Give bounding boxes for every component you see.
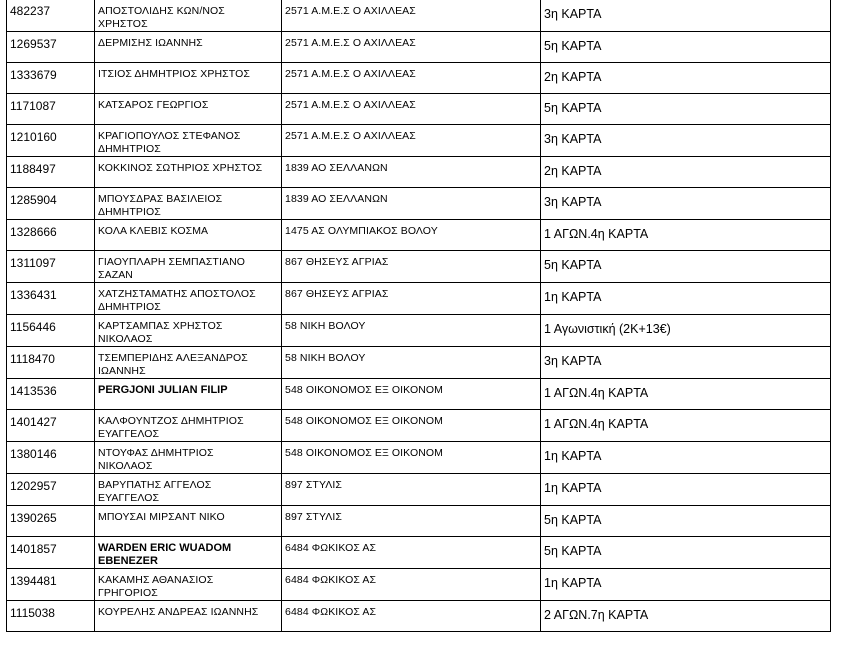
player-name-line-1: ΔΕΡΜΙΣΗΣ ΙΩΑΝΝΗΣ [98, 37, 203, 49]
player-code-cell: 1188497 [7, 157, 95, 188]
player-name-line-1: ΚΡΑΓΙΟΠΟΥΛΟΣ ΣΤΕΦΑΝΟΣ [98, 130, 241, 142]
player-code-cell: 482237 [7, 0, 95, 32]
penalty-cell: 3η ΚΑΡΤΑ [541, 188, 831, 220]
player-name-line-1: ΒΑΡΥΠΑΤΗΣ ΑΓΓΕΛΟΣ [98, 479, 212, 491]
penalty-cell: 1η ΚΑΡΤΑ [541, 569, 831, 601]
player-name-line-2: ΙΩΑΝΝΗΣ [98, 365, 146, 377]
player-name-line-2: ΣΑΖΑΝ [98, 269, 133, 281]
player-code-cell: 1401427 [7, 410, 95, 442]
penalty-cell: 5η ΚΑΡΤΑ [541, 32, 831, 63]
penalties-table [6, 0, 831, 632]
player-code-cell: 1171087 [7, 94, 95, 125]
player-name-line-2: ΕΥΑΓΓΕΛΟΣ [98, 428, 160, 440]
club-cell: 2571 Α.Μ.Ε.Σ Ο ΑΧΙΛΛΕΑΣ [282, 125, 541, 157]
player-name-cell [95, 251, 282, 283]
club-cell: 58 ΝΙΚΗ ΒΟΛΟΥ [282, 347, 541, 379]
player-name-line-1: ΝΤΟΥΦΑΣ ΔΗΜΗΤΡΙΟΣ [98, 447, 214, 459]
player-name-cell [95, 601, 282, 632]
player-name-cell [95, 125, 282, 157]
penalty-cell: 3η ΚΑΡΤΑ [541, 0, 831, 32]
penalty-cell: 1η ΚΑΡΤΑ [541, 442, 831, 474]
player-code-cell: 1210160 [7, 125, 95, 157]
club-cell: 6484 ΦΩΚΙΚΟΣ ΑΣ [282, 601, 541, 632]
player-name-cell [95, 347, 282, 379]
player-code-cell: 1118470 [7, 347, 95, 379]
player-name-cell [95, 0, 282, 32]
player-name-cell [95, 220, 282, 251]
player-code-cell: 1380146 [7, 442, 95, 474]
table-row [7, 188, 831, 220]
penalty-cell: 1η ΚΑΡΤΑ [541, 474, 831, 506]
player-name-cell [95, 506, 282, 537]
player-name-line-1: ΚΟΛΑ ΚΛΕΒΙΣ ΚΟΣΜΑ [98, 225, 209, 237]
player-name-line-1: ΓΙΑΟΥΠΛΑΡΗ ΣΕΜΠΑΣΤΙΑΝΟ [98, 256, 246, 268]
club-cell: 58 ΝΙΚΗ ΒΟΛΟΥ [282, 315, 541, 347]
player-name-line-1: ΚΟΚΚΙΝΟΣ ΣΩΤΗΡΙΟΣ ΧΡΗΣΤΟΣ [98, 162, 263, 174]
table-row [7, 283, 831, 315]
club-cell: 897 ΣΤΥΛΙΣ [282, 506, 541, 537]
player-code-cell: 1269537 [7, 32, 95, 63]
table-row [7, 315, 831, 347]
player-name-line-2: EBENEZER [98, 555, 158, 567]
table-row [7, 0, 831, 32]
penalty-cell: 1 ΑΓΩΝ.4η ΚΑΡΤΑ [541, 379, 831, 410]
club-cell: 1839 ΑΟ ΣΕΛΛΑΝΩΝ [282, 188, 541, 220]
player-name-cell [95, 474, 282, 506]
player-name-line-1: ΜΠΟΥΣΑΙ ΜΙΡΣΑΝΤ ΝΙΚΟ [98, 511, 225, 523]
player-name-cell [95, 63, 282, 94]
table-row [7, 410, 831, 442]
player-code-cell: 1115038 [7, 601, 95, 632]
player-name-cell [95, 442, 282, 474]
player-code-cell: 1336431 [7, 283, 95, 315]
player-name-line-1: WARDEN ERIC WUADOM [98, 542, 232, 554]
player-name-cell [95, 315, 282, 347]
player-name-cell [95, 32, 282, 63]
player-name-cell [95, 410, 282, 442]
club-cell: 548 ΟΙΚΟΝΟΜΟΣ ΕΞ ΟΙΚΟΝΟΜ [282, 410, 541, 442]
club-cell: 2571 Α.Μ.Ε.Σ Ο ΑΧΙΛΛΕΑΣ [282, 94, 541, 125]
player-name-line-2: ΔΗΜΗΤΡΙΟΣ [98, 301, 161, 313]
penalty-cell: 2η ΚΑΡΤΑ [541, 63, 831, 94]
table-row [7, 442, 831, 474]
table-row [7, 157, 831, 188]
player-name-line-1: ΑΠΟΣΤΟΛΙΔΗΣ ΚΩΝ/ΝΟΣ [98, 5, 225, 17]
player-name-line-1: ΚΟΥΡΕΛΗΣ ΑΝΔΡΕΑΣ ΙΩΑΝΝΗΣ [98, 606, 259, 618]
penalty-cell: 3η ΚΑΡΤΑ [541, 125, 831, 157]
player-name-cell [95, 379, 282, 410]
player-name-cell [95, 188, 282, 220]
player-name-line-1: ΧΑΤΖΗΣΤΑΜΑΤΗΣ ΑΠΟΣΤΟΛΟΣ [98, 288, 256, 300]
penalty-cell: 2η ΚΑΡΤΑ [541, 157, 831, 188]
penalty-cell: 2 ΑΓΩΝ.7η ΚΑΡΤΑ [541, 601, 831, 632]
table-row [7, 379, 831, 410]
player-code-cell: 1328666 [7, 220, 95, 251]
player-code-cell: 1401857 [7, 537, 95, 569]
club-cell: 2571 Α.Μ.Ε.Σ Ο ΑΧΙΛΛΕΑΣ [282, 0, 541, 32]
penalty-cell: 5η ΚΑΡΤΑ [541, 506, 831, 537]
player-name-line-2: ΝΙΚΟΛΑΟΣ [98, 333, 153, 345]
player-name-cell [95, 537, 282, 569]
penalty-cell: 5η ΚΑΡΤΑ [541, 94, 831, 125]
table-row [7, 32, 831, 63]
player-code-cell: 1390265 [7, 506, 95, 537]
player-name-line-1: ΚΑΤΣΑΡΟΣ ΓΕΩΡΓΙΟΣ [98, 99, 209, 111]
player-name-line-2: ΧΡΗΣΤΟΣ [98, 18, 148, 30]
player-name-cell [95, 283, 282, 315]
player-name-line-2: ΔΗΜΗΤΡΙΟΣ [98, 143, 161, 155]
penalty-cell: 1η ΚΑΡΤΑ [541, 283, 831, 315]
player-name-line-1: ΙΤΣΙΟΣ ΔΗΜΗΤΡΙΟΣ ΧΡΗΣΤΟΣ [98, 68, 250, 80]
penalty-cell: 1 ΑΓΩΝ.4η ΚΑΡΤΑ [541, 410, 831, 442]
player-name-cell [95, 569, 282, 601]
table-row [7, 506, 831, 537]
penalty-cell: 3η ΚΑΡΤΑ [541, 347, 831, 379]
player-name-line-2: ΔΗΜΗΤΡΙΟΣ [98, 206, 161, 218]
table-row [7, 220, 831, 251]
player-code-cell: 1333679 [7, 63, 95, 94]
club-cell: 867 ΘΗΣΕΥΣ ΑΓΡΙΑΣ [282, 283, 541, 315]
club-cell: 2571 Α.Μ.Ε.Σ Ο ΑΧΙΛΛΕΑΣ [282, 32, 541, 63]
player-code-cell: 1394481 [7, 569, 95, 601]
player-name-line-2: ΓΡΗΓΟΡΙΟΣ [98, 587, 158, 599]
player-name-line-1: ΚΑΛΦΟΥΝΤΖΟΣ ΔΗΜΗΤΡΙΟΣ [98, 415, 244, 427]
table-row [7, 63, 831, 94]
player-name-cell [95, 157, 282, 188]
club-cell: 548 ΟΙΚΟΝΟΜΟΣ ΕΞ ΟΙΚΟΝΟΜ [282, 442, 541, 474]
table-row [7, 601, 831, 632]
player-name-line-1: PERGJONI JULIAN FILIP [98, 384, 228, 396]
table-row [7, 474, 831, 506]
player-name-line-1: ΚΑΡΤΣΑΜΠΑΣ ΧΡΗΣΤΟΣ [98, 320, 223, 332]
club-cell: 1475 ΑΣ ΟΛΥΜΠΙΑΚΟΣ ΒΟΛΟΥ [282, 220, 541, 251]
club-cell: 2571 Α.Μ.Ε.Σ Ο ΑΧΙΛΛΕΑΣ [282, 63, 541, 94]
table-row [7, 537, 831, 569]
table-row [7, 125, 831, 157]
player-code-cell: 1202957 [7, 474, 95, 506]
table-row [7, 251, 831, 283]
player-name-line-1: ΤΣΕΜΠΕΡΙΔΗΣ ΑΛΕΞΑΝΔΡΟΣ [98, 352, 248, 364]
player-name-cell [95, 94, 282, 125]
table-body [7, 0, 831, 632]
player-name-line-2: ΝΙΚΟΛΑΟΣ [98, 460, 153, 472]
club-cell: 6484 ΦΩΚΙΚΟΣ ΑΣ [282, 569, 541, 601]
table-row [7, 569, 831, 601]
club-cell: 548 ΟΙΚΟΝΟΜΟΣ ΕΞ ΟΙΚΟΝΟΜ [282, 379, 541, 410]
player-name-line-1: ΚΑΚΑΜΗΣ ΑΘΑΝΑΣΙΟΣ [98, 574, 214, 586]
player-name-line-2: ΕΥΑΓΓΕΛΟΣ [98, 492, 160, 504]
club-cell: 897 ΣΤΥΛΙΣ [282, 474, 541, 506]
penalty-cell: 5η ΚΑΡΤΑ [541, 537, 831, 569]
player-name-line-1: ΜΠΟΥΣΔΡΑΣ ΒΑΣΙΛΕΙΟΣ [98, 193, 223, 205]
club-cell: 1839 ΑΟ ΣΕΛΛΑΝΩΝ [282, 157, 541, 188]
penalty-cell: 5η ΚΑΡΤΑ [541, 251, 831, 283]
player-code-cell: 1413536 [7, 379, 95, 410]
table-row [7, 347, 831, 379]
club-cell: 867 ΘΗΣΕΥΣ ΑΓΡΙΑΣ [282, 251, 541, 283]
player-code-cell: 1285904 [7, 188, 95, 220]
table-row [7, 94, 831, 125]
player-code-cell: 1311097 [7, 251, 95, 283]
penalty-cell: 1 Αγωνιστική (2Κ+13€) [541, 315, 831, 347]
penalty-cell: 1 ΑΓΩΝ.4η ΚΑΡΤΑ [541, 220, 831, 251]
player-code-cell: 1156446 [7, 315, 95, 347]
club-cell: 6484 ΦΩΚΙΚΟΣ ΑΣ [282, 537, 541, 569]
